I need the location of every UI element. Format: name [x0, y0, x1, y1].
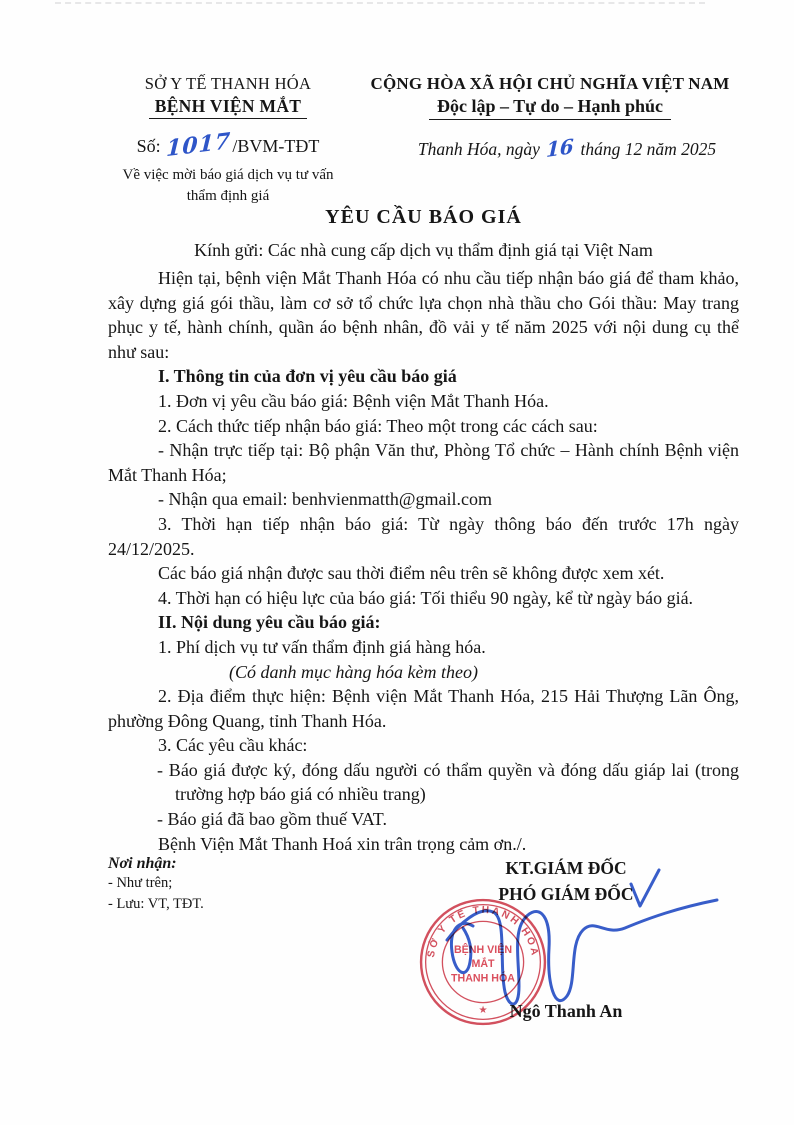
stamp-center-line1: BỆNH VIỆN [453, 943, 513, 956]
closing-line: Bệnh Viện Mắt Thanh Hoá xin trân trọng cảm ơn./. [158, 833, 527, 854]
doc-subject-line1: Về việc mời báo giá dịch vụ tư vấn [122, 167, 334, 183]
intro-paragraph: Hiện tại, bệnh viện Mắt Thanh Hóa có nhu cầu tiếp nhận báo giá để tham khảo, xây dựng giá gói thầu, làm cơ sở tổ chức lựa chọn nhà thầu cho Gói thầu: May trang phục y tế, hành chính, quần áo bệnh nhân, đồ vải y tế năm 2025 với nội dung cụ thể như sau: [108, 268, 739, 362]
doc-subject-line2: thẩm định giá [186, 188, 270, 204]
stamp-star-icon: ★ [478, 1004, 488, 1016]
doc-number-suffix: /BVM-TĐT [232, 136, 320, 156]
section1-note: Các báo giá nhận được sau thời điểm nêu trên sẽ không được xem xét. [158, 563, 665, 584]
signature-main-stroke [447, 900, 717, 1004]
document-body [108, 266, 739, 856]
national-header-block [356, 74, 744, 163]
signature-loop-stroke [451, 924, 473, 973]
signer-name: Ngô Thanh An [509, 1001, 623, 1021]
stamp-rim-text: SỞ Y TẾ THANH HÓA [425, 904, 541, 959]
stamp-center-line3: THANH HÓA [451, 972, 515, 985]
section2-item2: 2. Địa điểm thực hiện: Bệnh viện Mắt Thanh Hóa, 215 Hải Thượng Lãn Ông, phường Đông Quang, tỉnh Thanh Hóa. [108, 686, 739, 731]
date-prefix: Thanh Hóa, ngày [417, 139, 545, 159]
doc-number-handwritten: 1017 [165, 127, 232, 163]
doc-number [104, 127, 352, 163]
recipients-block [108, 855, 204, 915]
signer-title-deputy: PHÓ GIÁM ĐỐC [498, 884, 634, 904]
recipients-label: Nơi nhận: [108, 855, 177, 872]
signature-checkmark-stroke [631, 870, 659, 906]
section2-item1: 1. Phí dịch vụ tư vấn thẩm định giá hàng hóa. [158, 636, 486, 657]
date-day-handwritten: 16 [545, 133, 575, 163]
date-suffix: tháng 12 năm 2025 [576, 139, 717, 159]
signer-title-kt: KT.GIÁM ĐỐC [505, 858, 627, 878]
place-date-line [356, 133, 744, 163]
document-title: YÊU CẦU BÁO GIÁ [325, 206, 522, 228]
section2-attachment-note: (Có danh mục hàng hóa kèm theo) [229, 661, 478, 682]
section2-bullet1: - Báo giá được ký, đóng dấu người có thẩm quyền và đóng dấu giáp lai (trong trường hợp báo giá có nhiều trang) [157, 759, 739, 805]
section2-bullet2: - Báo giá đã bao gồm thuế VAT. [157, 809, 387, 830]
stamp-center-line2: MẮT [471, 958, 495, 971]
section1-heading: I. Thông tin của đơn vị yêu cầu báo giá [158, 366, 457, 387]
section1-item4: 4. Thời hạn có hiệu lực của báo giá: Tối thiểu 90 ngày, kể từ ngày báo giá. [158, 587, 694, 608]
national-title: CỘNG HÒA XÃ HỘI CHỦ NGHĨA VIỆT NAM [370, 74, 730, 93]
doc-number-prefix: Số: [136, 136, 166, 156]
doc-subject [104, 165, 352, 207]
issuer-block [104, 74, 352, 207]
section1-item3: 3. Thời hạn tiếp nhận báo giá: Từ ngày thông báo đến trước 17h ngày 24/12/2025. [108, 513, 739, 559]
section2-item3: 3. Các yêu cầu khác: [158, 735, 308, 756]
section1-item2b: - Nhận qua email: benhvienmatth@gmail.com [158, 489, 492, 510]
recipient-item: - Lưu: VT, TĐT. [108, 896, 204, 912]
section2-heading: II. Nội dung yêu cầu báo giá: [158, 612, 381, 633]
issuer-parent-org: SỞ Y TẾ THANH HÓA [144, 74, 312, 93]
section1-item1: 1. Đơn vị yêu cầu báo giá: Bệnh viện Mắt Thanh Hóa. [158, 390, 549, 411]
section1-item2a: - Nhận trực tiếp tại: Bộ phận Văn thư, Phòng Tổ chức – Hành chính Bệnh viện Mắt Thanh Hóa; [108, 440, 739, 485]
recipient-item: - Như trên; [108, 875, 173, 891]
scan-artifact-line [55, 2, 705, 4]
national-motto: Độc lập – Tự do – Hạnh phúc [429, 96, 671, 120]
salutation-line: Kính gửi: Các nhà cung cấp dịch vụ thẩm định giá tại Việt Nam [194, 240, 653, 260]
issuer-org-name: BỆNH VIỆN MẮT [149, 96, 308, 119]
section1-item2: 2. Cách thức tiếp nhận báo giá: Theo một trong các cách sau: [158, 415, 598, 436]
